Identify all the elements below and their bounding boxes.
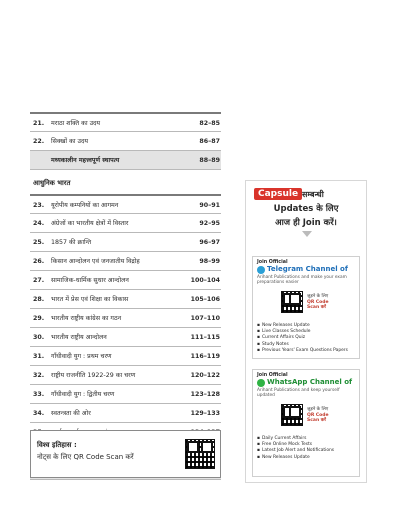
toc-row [30, 112, 221, 132]
toc-row [30, 233, 221, 252]
chapter-number: 25. [33, 239, 45, 246]
down-arrow-icon [302, 231, 312, 237]
chapter-title: सिक्खों का उदय [51, 138, 88, 145]
list-item: ▪ Latest Job Alert and Notifications [257, 448, 334, 454]
chapter-pages: 86–87 [199, 138, 220, 145]
toc-row [30, 214, 221, 233]
list-item: ▪ Daily Current Affairs [257, 436, 334, 442]
chapter-pages: 116–119 [190, 353, 220, 360]
toc-row [30, 309, 221, 328]
toc-row [30, 290, 221, 309]
chapter-pages: 92–95 [199, 220, 220, 227]
list-item: ▪ Live Classes Schedule [257, 329, 348, 335]
whatsapp-icon [257, 379, 265, 387]
whatsapp-scan-hint [307, 407, 329, 424]
chapter-number: 24. [33, 220, 45, 227]
toc-row [30, 328, 221, 347]
whatsapp-card [252, 369, 360, 477]
chapter-number: 21. [33, 120, 45, 127]
capsule-header [246, 181, 366, 239]
chapter-pages: 123–128 [190, 391, 220, 398]
whatsapp-channel-name: WhatsApp Channel of [267, 378, 353, 386]
scan-hint-line: Scan करें [307, 418, 327, 423]
join-label: Join Official [257, 373, 288, 378]
telegram-icon [257, 266, 265, 274]
chapter-title: भारतीय राष्ट्रीय कांग्रेस का गठन [51, 315, 122, 322]
list-item: ▪ New Releases Update [257, 455, 334, 461]
toc-row [30, 132, 221, 151]
telegram-channel-name: Telegram Channel of [267, 265, 348, 273]
whatsapp-subtitle: Arihant Publications and keep yourself updated [257, 388, 340, 399]
chapter-number: 27. [33, 277, 45, 284]
chapter-title: अंग्रेजों का भारतीय क्षेत्रों में विस्तार [51, 220, 129, 227]
toc-row [30, 366, 221, 385]
chapter-pages: 96–97 [199, 239, 220, 246]
chapter-number: 30. [33, 334, 45, 341]
chapter-title: भारतीय राष्ट्रीय आन्दोलन [51, 334, 107, 341]
chapter-pages: 82–85 [199, 120, 220, 127]
capsule-header-text: सम्बन्धी [302, 190, 324, 199]
section-heading [30, 174, 221, 194]
join-label: Join Official [257, 260, 288, 265]
list-item: ▪ New Releases Update [257, 323, 348, 329]
chapter-pages: 98–99 [199, 258, 220, 265]
chapter-title: स्वतन्त्रता की ओर [51, 410, 91, 417]
list-item: ▪ Previous Years' Exam Questions Papers [257, 348, 348, 354]
section-heading-text: आधुनिक भारत [33, 179, 71, 187]
chapter-title: सामाजिक-धार्मिक सुधार आन्दोलन [51, 277, 129, 284]
chapter-title: यूरोपीय कम्पनियों का आगमन [51, 202, 119, 209]
chapter-title: गाँधीवादी युग : द्वितीय चरण [51, 391, 115, 398]
chapter-pages: 129–133 [190, 410, 220, 417]
chapter-number: 34. [33, 410, 45, 417]
chapter-number: 23. [33, 202, 45, 209]
chapter-number: 22. [33, 138, 45, 145]
world-history-qr-box [30, 430, 221, 478]
toc-row [30, 151, 221, 170]
scan-hint-line: जुड़ने के लिए [307, 407, 329, 412]
telegram-qr-code-icon[interactable] [281, 291, 303, 313]
telegram-scan-hint [307, 294, 329, 311]
chapter-number: 26. [33, 258, 45, 265]
telegram-feature-list [257, 323, 348, 354]
list-item: ▪ Study Notes [257, 342, 348, 348]
table-of-contents [30, 112, 221, 480]
chapter-number: 29. [33, 315, 45, 322]
scan-hint-line: Scan करें [307, 305, 327, 310]
chapter-pages: 100–104 [190, 277, 220, 284]
qr-box-title: विश्व इतिहास : [37, 441, 77, 449]
scan-hint-line: QR Code [307, 299, 329, 305]
capsule-logo: Capsule [254, 188, 302, 200]
whatsapp-feature-list [257, 436, 334, 461]
chapter-pages: 111–115 [190, 334, 220, 341]
chapter-pages: 90–91 [199, 202, 220, 209]
capsule-header-line2: Updates के लिए [273, 204, 339, 214]
chapter-pages: 107–110 [190, 315, 220, 322]
toc-row [30, 385, 221, 404]
chapter-title: मध्यकालीन महत्त्वपूर्ण स्थापत्य [51, 157, 120, 164]
whatsapp-qr-code-icon[interactable] [281, 404, 303, 426]
qr-code-icon[interactable] [185, 439, 215, 469]
capsule-promo-panel [245, 180, 367, 483]
toc-row [30, 404, 221, 423]
chapter-number: 32. [33, 372, 45, 379]
chapter-title: भारत में प्रेस एवं शिक्षा का विकास [51, 296, 129, 303]
chapter-title: गाँधीवादी युग : प्रथम चरण [51, 353, 112, 360]
chapter-title: मराठा शक्ति का उदय [51, 120, 101, 127]
telegram-card [252, 256, 360, 359]
list-item: ▪ Free Online Mock Tests [257, 442, 334, 448]
scan-hint-line: QR Code [307, 412, 329, 418]
scan-hint-line: जुड़ने के लिए [307, 294, 329, 299]
chapter-pages: 105–106 [190, 296, 220, 303]
chapter-pages: 120–122 [190, 372, 220, 379]
chapter-title: किसान आन्दोलन एवं जनजातीय विद्रोह [51, 258, 140, 265]
chapter-number: 28. [33, 296, 45, 303]
chapter-title: राष्ट्रीय राजनीति 1922-29 का चरण [51, 372, 136, 379]
chapter-pages: 88–89 [199, 157, 220, 164]
chapter-number: 33. [33, 391, 45, 398]
qr-box-text: नोट्स के लिए QR Code Scan करें [37, 453, 134, 461]
chapter-number: 31. [33, 353, 45, 360]
telegram-subtitle: Arihant Publications and make your exam preparations easier [257, 275, 347, 286]
toc-row [30, 194, 221, 214]
chapter-title: 1857 की क्रान्ति [51, 239, 92, 246]
list-item: ▪ Current Affairs Quiz [257, 335, 348, 341]
toc-row [30, 347, 221, 366]
capsule-header-line3: आज ही Join करें। [275, 218, 337, 228]
toc-row [30, 271, 221, 290]
toc-row [30, 252, 221, 271]
